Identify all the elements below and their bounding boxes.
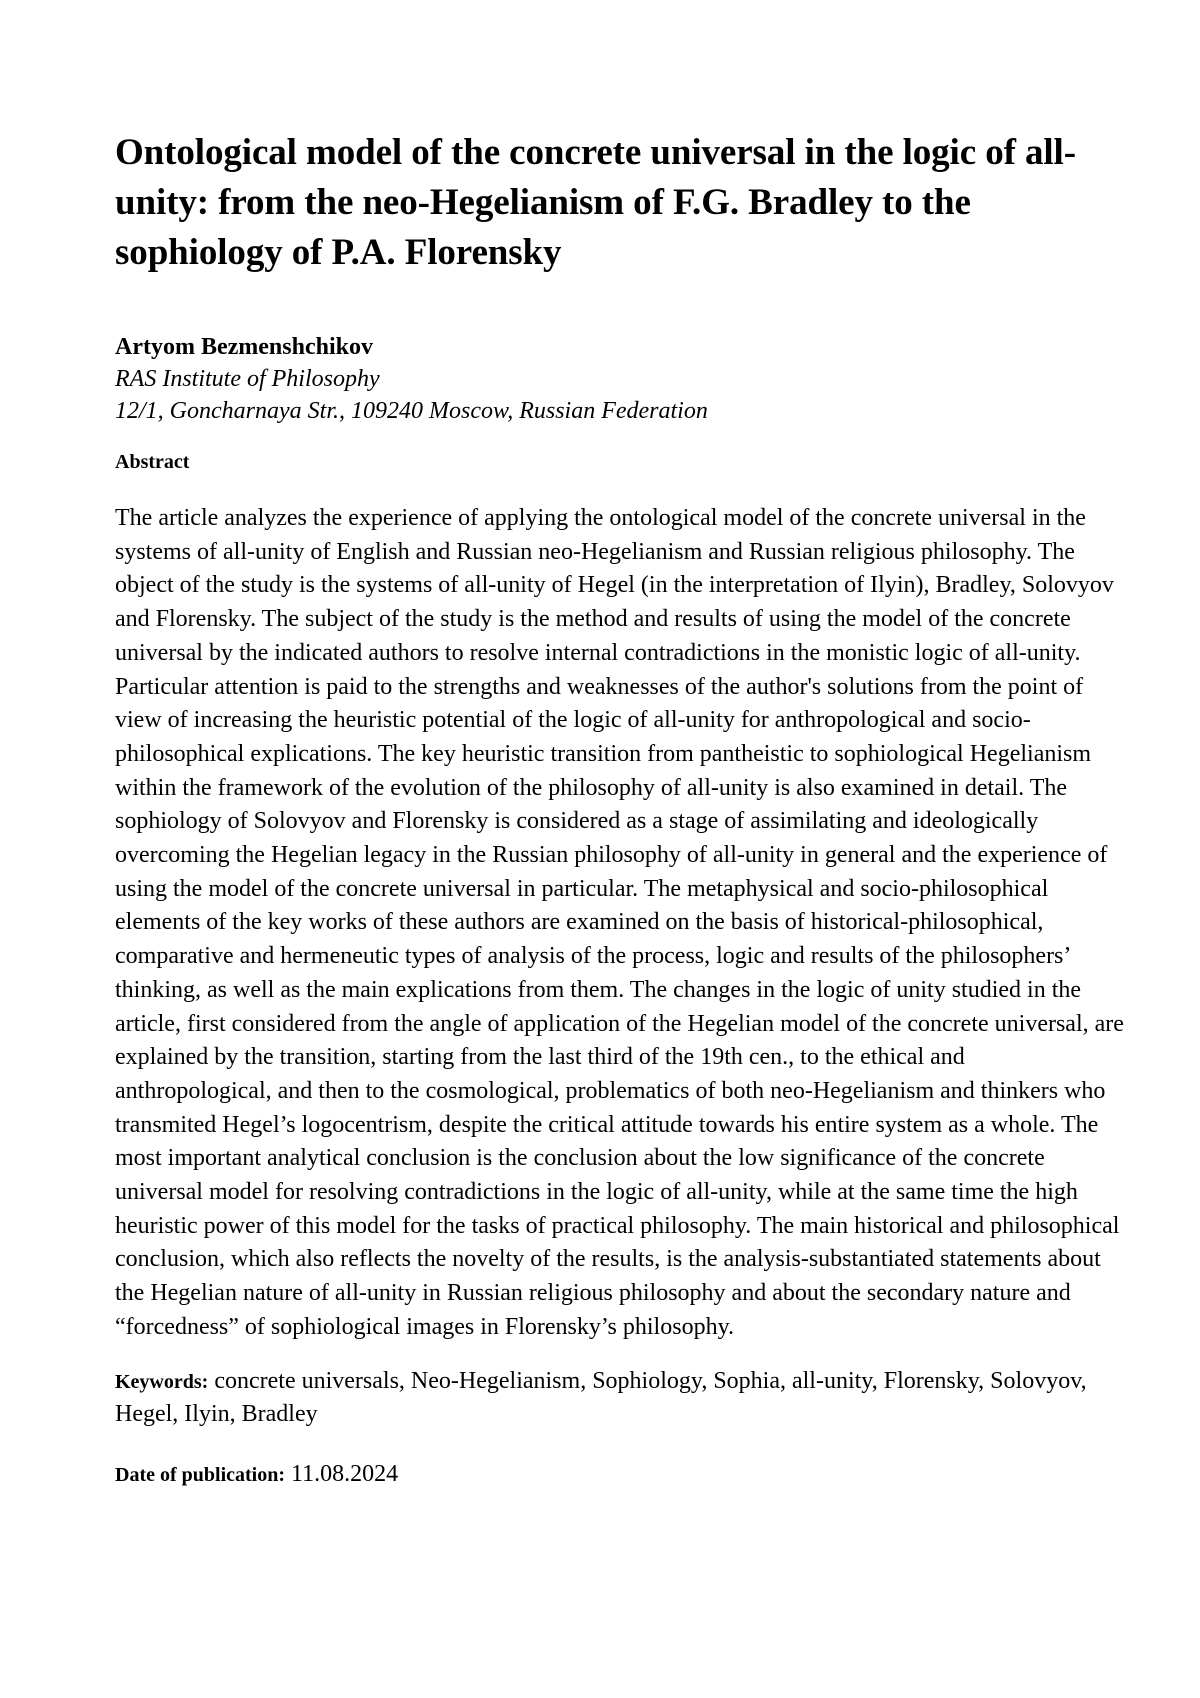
paper-title: Ontological model of the concrete universal in the logic of all-unity: from the neo-Hegelianism of F.G. Bradley to the sophiology of P.A. Florensky [115,132,1076,273]
author-address: 12/1, Goncharnaya Str., 109240 Moscow, Russian Federation [115,398,708,424]
author-institution: RAS Institute of Philosophy [115,366,380,392]
abstract-heading: Abstract [115,451,190,473]
paper-page [115,128,1125,1491]
author-name: Artyom Bezmenshchikov [115,334,373,360]
publication-date [115,1458,1125,1491]
publication-date-value: 11.08.2024 [285,1460,399,1487]
keywords-label: Keywords: [115,1370,209,1393]
author-block [115,331,1125,427]
keywords [115,1365,1125,1430]
keywords-text: concrete universals, Neo-Hegelianism, Sophiology, Sophia, all-unity, Florensky, Solovyov, Hegel, Ilyin, Bradley [115,1367,1087,1427]
abstract-text: The article analyzes the experience of applying the ontological model of the concrete universal in the systems of all-unity of English and Russian neo-Hegelianism and Russian religious philosophy. The object of the study is the systems of all-unity of Hegel (in the interpretation of Ilyin), Bradley, Solovyov and Florensky. The subject of the study is the method and results of using the model of the concrete universal by the indicated authors to resolve internal contradictions in the monistic logic of all-unity. Particular attention is paid to the strengths and weaknesses of the author's solutions from the point of view of increasing the heuristic potential of the logic of all-unity for anthropological and socio-philosophical explications. The key heuristic transition from pantheistic to sophiological Hegelianism within the framework of the evolution of the philosophy of all-unity is also examined in detail. The sophiology of Solovyov and Florensky is considered as a stage of assimilating and ideologically overcoming the Hegelian legacy in the Russian philosophy of all-unity in general and the experience of using the model of the concrete universal in particular. The metaphysical and socio-philosophical elements of the key works of these authors are examined on the basis of historical-philosophical, comparative and hermeneutic types of analysis of the process, logic and results of the philosophers’ thinking, as well as the main explications from them. The changes in the logic of unity studied in the article, first considered from the angle of application of the Hegelian model of the concrete universal, are explained by the transition, starting from the last third of the 19th cen., to the ethical and anthropological, and then to the cosmological, problematics of both neo-Hegelianism and thinkers who transmited Hegel’s logocentrism, despite the critical attitude towards his entire system as a whole. The most important analytical conclusion is the conclusion about the low significance of the concrete universal model for resolving contradictions in the logic of all-unity, while at the same time the high heuristic power of this model for the tasks of practical philosophy. The main historical and philosophical conclusion, which also reflects the novelty of the results, is the analysis-substantiated statements about the Hegelian nature of all-unity in Russian religious philosophy and about the secondary nature and “forcedness” of sophiological images in Florensky’s philosophy. [115,505,1124,1340]
publication-date-label: Date of publication: [115,1463,285,1486]
